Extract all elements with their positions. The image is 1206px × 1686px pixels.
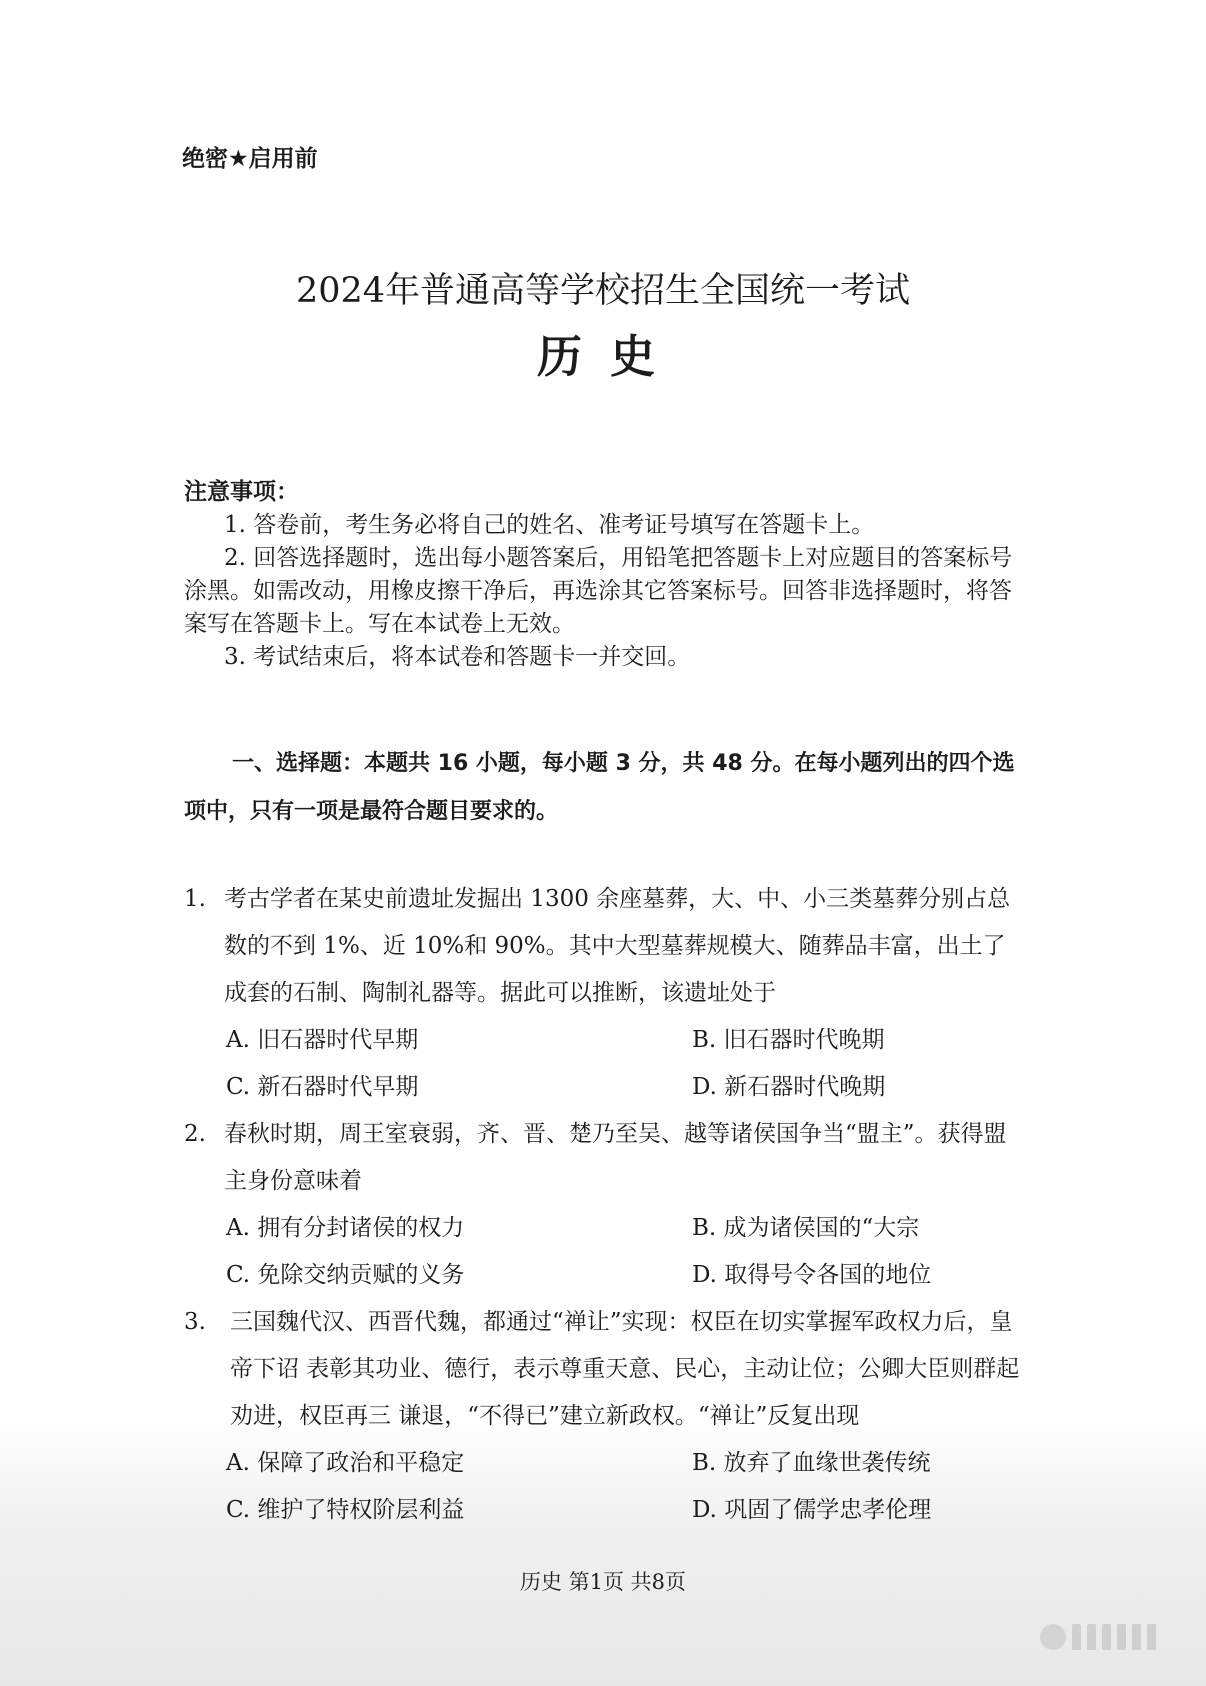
question-2-option-d: D. 取得号令各国的地位 [692, 1262, 932, 1288]
question-1-option-a: A. 旧石器时代早期 [226, 1027, 419, 1053]
notes-item-3: 3. 考试结束后，将本试卷和答题卡一并交回。 [224, 644, 691, 670]
exam-title: 2024年普通高等学校招生全国统一考试 [295, 271, 911, 311]
notes-item-1: 1. 答卷前，考生务必将自己的姓名、准考证号填写在答题卡上。 [224, 512, 875, 538]
question-3-stem: 三国魏代汉、西晋代魏，都通过“禅让”实现：权臣在切实掌握军政权力后，皇帝下诏 表彰其功业、德行，表示尊重天意、民心，主动让位；公卿大臣则群起劝进，权臣再三 谦退，“不得已”建立新政权。“禅让”反复出现 [230, 1309, 1020, 1429]
watermark-bar-icon [1132, 1624, 1141, 1650]
question-2-number: 2. [184, 1121, 206, 1147]
page-footer: 历史 第1页 共8页 [519, 1570, 687, 1594]
watermark-bar-icon [1102, 1624, 1111, 1650]
section-heading: 一、选择题：本题共 16 小题，每小题 3 分，共 48 分。在每小题列出的四个选项中，只有一项是最符合题目要求的。 [184, 751, 1015, 824]
question-3-number: 3. [184, 1309, 206, 1335]
question-1-option-c: C. 新石器时代早期 [226, 1074, 419, 1100]
subject-title: 历史 [536, 330, 683, 383]
question-1-option-b: B. 旧石器时代晚期 [692, 1027, 885, 1053]
watermark-bar-icon [1072, 1624, 1081, 1650]
confidential-label: 绝密★启用前 [182, 146, 318, 172]
question-2-option-a: A. 拥有分封诸侯的权力 [226, 1215, 465, 1241]
question-2-option-c: C. 免除交纳贡赋的义务 [226, 1262, 465, 1288]
question-3-option-d: D. 巩固了儒学忠孝伦理 [692, 1497, 932, 1523]
watermark-bar-icon [1117, 1624, 1126, 1650]
question-3-option-a: A. 保障了政治和平稳定 [226, 1450, 465, 1476]
watermark-bar-icon [1087, 1624, 1096, 1650]
question-2-stem: 春秋时期，周王室衰弱，齐、晋、楚乃至吴、越等诸侯国争当“盟主”。获得盟主身份意味着 [224, 1121, 1007, 1194]
watermark-logo [1040, 1624, 1156, 1650]
question-2-option-b: B. 成为诸侯国的“大宗 [692, 1215, 920, 1241]
question-3-option-c: C. 维护了特权阶层利益 [226, 1497, 465, 1523]
notes-block [184, 476, 1024, 674]
question-3-option-b: B. 放弃了血缘世袭传统 [692, 1450, 931, 1476]
question-1-number: 1. [184, 886, 206, 912]
watermark-circle-icon [1040, 1624, 1066, 1650]
notes-heading: 注意事项： [184, 479, 299, 505]
notes-item-2: 2. 回答选择题时，选出每小题答案后，用铅笔把答题卡上对应题目的答案标号涂黑。如需改动，用橡皮擦干净后，再选涂其它答案标号。回答非选择题时，将答案写在答题卡上。写在本试卷上无效。 [184, 545, 1013, 637]
watermark-bar-icon [1147, 1624, 1156, 1650]
question-1-stem: 考古学者在某史前遗址发掘出 1300 余座墓葬，大、中、小三类墓葬分别占总数的不到 1%、近 10%和 90%。其中大型墓葬规模大、随葬品丰富，出土了成套的石制、陶制礼器等。据此可以推断，该遗址处于 [224, 886, 1011, 1006]
question-1-option-d: D. 新石器时代晚期 [692, 1074, 886, 1100]
